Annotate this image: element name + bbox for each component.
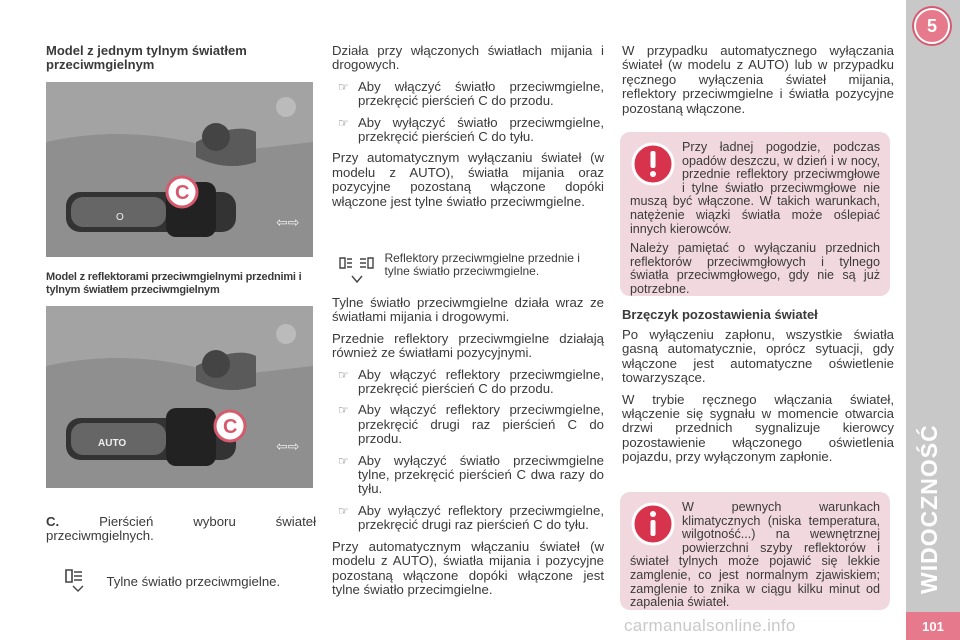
page-number: 101 (906, 612, 960, 640)
arrow-icon: ☞ (338, 367, 349, 382)
front-rear-fog-icon (338, 252, 380, 291)
arrow-icon: ☞ (338, 403, 349, 418)
list-item (332, 116, 604, 145)
paragraph: Tylne światło przeciwmgielne działa wraz ze światłami mijania i drogowymi. (332, 295, 604, 325)
section-heading-single-fog: Model z jednym tylnym światłem przeciwmgielnym (46, 43, 247, 72)
column-right-lower (622, 308, 894, 472)
c-text: Pierścień wyboru świateł przeciwmgielnych. (46, 514, 316, 544)
list-item (332, 504, 604, 533)
paragraph: W trybie ręcznego włączania świateł, włączenie się sygnału w momencie otwarcia drzwi przednich sygnalizuje kierowcy pozostawienie włączonego oświetlenia pojazdu, przy wyłączonym zapłonie. (622, 391, 894, 465)
list-item (332, 368, 604, 397)
info-icon (630, 501, 676, 547)
list-item (332, 454, 604, 497)
warning-text-1: Przy ładnej pogodzie, podczas opadów deszczu, w dzień i w nocy, przednie reflektory przeciwmgłowe i tylne światło przeciwmgłowe nie muszą być włączone. W takich warunkach, natężenie wiązki światła może oślepiać innych kierowców. (630, 140, 880, 236)
info-box (620, 492, 890, 610)
list-item-text: Aby włączyć reflektory przeciwmgielne, przekręcić pierścień C do przodu. (358, 366, 604, 397)
list-item-text: Aby wyłączyć światło przeciwmgielne tylne, przekręcić pierścień C dwa razy do tyłu. (358, 452, 604, 497)
arrow-icon: ☞ (338, 79, 349, 94)
stalk-illustration-2 (46, 306, 313, 488)
section-heading-buzzer: Brzęczyk pozostawienia świateł (622, 307, 818, 322)
rear-fog-label: Tylne światło przeciwmgielne. (106, 573, 281, 589)
list-item (332, 80, 604, 109)
list-item (332, 403, 604, 446)
stalk-image-1 (46, 82, 313, 257)
rear-fog-icon (64, 566, 92, 597)
ring-c-label-2: C (223, 416, 238, 438)
arrow-icon: ☞ (338, 115, 349, 130)
front-rear-fog-label: Reflektory przeciwmgielne przednie i tylne światło przeciwmgielne. (384, 251, 580, 278)
warning-text-2: Należy pamiętać o wyłączaniu przednich reflektorów przeciwmgłowych i tylnego światła przeciwmgłowego, gdy nie są już potrzebne. (630, 241, 880, 296)
stalk-illustration-1 (46, 82, 313, 257)
stalk-image-2 (46, 306, 313, 488)
column-middle-lower (332, 296, 604, 604)
arrow-icon: ☞ (338, 503, 349, 518)
column-middle (332, 44, 604, 216)
image-caption: Model z reflektorami przeciwmgielnymi przednimi i tylnym światłem przeciwmgielnym (46, 271, 302, 296)
column-left (46, 44, 311, 72)
list-item-text: Aby włączyć reflektory przeciwmgielne, przekręcić drugi raz pierścień C do przodu. (358, 402, 604, 447)
list-item-text: Aby włączyć światło przeciwmgielne, przekręcić pierścień C do przodu. (358, 78, 604, 109)
list-item-text: Aby wyłączyć reflektory przeciwmgielne, przekręcić drugi raz pierścień C do tyłu. (358, 502, 604, 533)
svg-text:⇦⇨: ⇦⇨ (276, 439, 300, 455)
paragraph: Przy automatycznym wyłączaniu świateł (w modelu z AUTO), światła mijania oraz pozycyjne pozostaną włączone dopóki włączone jest tylne światło przeciwmgielne. (332, 150, 604, 209)
chapter-number-badge: 5 (914, 8, 950, 44)
paragraph: Po wyłączeniu zapłonu, wszystkie światła gasną automatycznie, oprócz sytuacji, gdy włączone jest automatyczne oświetlenie towarzyszące. (622, 327, 894, 386)
column-right (622, 44, 894, 123)
warning-box (620, 132, 890, 296)
watermark: carmanualsonline.info (624, 616, 796, 635)
front-rear-fog-legend (338, 252, 606, 291)
svg-text:⇦⇨: ⇦⇨ (276, 215, 300, 231)
info-text: W pewnych warunkach klimatycznych (niska temperatura, wilgotność...) na wewnętrznej powierzchni szyby reflektorów i świateł tylnych może pojawić się lekkie zamglenie, co jest normalnym zjawiskiem; zamglenie to znika w ciągu kilku minut od zapalenia świateł. (630, 500, 880, 610)
paragraph: W przypadku automatycznego wyłączania świateł (w modelu z AUTO) lub w przypadku ręcznego wyłączenia świateł mijania, reflektory przeciwmgielne i światła pozycyjne pozostaną włączone. (622, 43, 894, 116)
auto-label: AUTO (98, 438, 127, 449)
warning-icon (630, 141, 676, 187)
c-letter: C. (46, 514, 60, 529)
svg-text:O: O (116, 212, 124, 223)
ring-c-label: C (175, 182, 190, 204)
paragraph: Działa przy włączonych światłach mijania i drogowych. (332, 43, 604, 73)
paragraph: Przednie reflektory przeciwmgielne działają również ze światłami pozycyjnymi. (332, 330, 604, 361)
chapter-title: WIDOCZNOŚĆ (916, 424, 942, 594)
list-item-text: Aby wyłączyć światło przeciwmgielne, przekręcić pierścień C do tyłu. (358, 114, 604, 145)
c-definition (46, 515, 316, 544)
paragraph: Przy automatycznym włączaniu świateł (w modelu z AUTO), światła mijania i pozycyjne pozostaną włączone dopóki włączone jest tylne światło przecimgielne. (332, 538, 604, 597)
rear-fog-legend (64, 566, 314, 597)
arrow-icon: ☞ (338, 453, 349, 468)
